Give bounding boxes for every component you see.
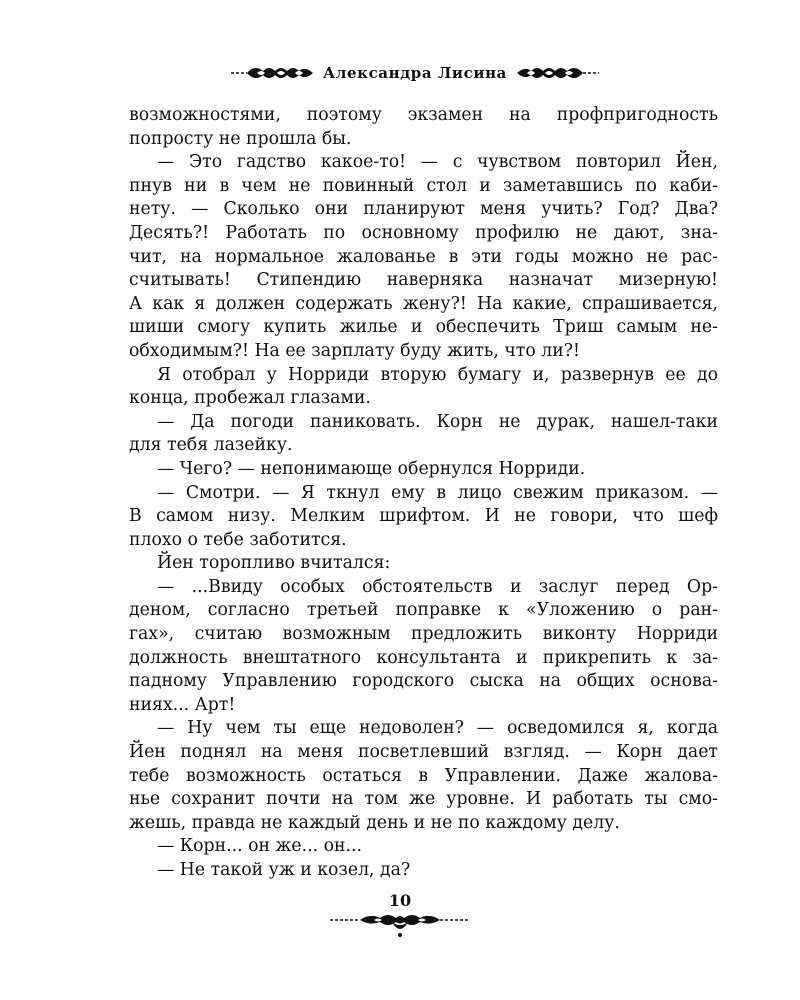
text-line: А как я должен содержать жену?! На какие, спрашивается, [129,293,718,314]
text-line: — Чего? — непонимающе обернулся Норриди. [157,458,586,479]
text-line: нету. — Сколько они планируют меня учить? Год? Два? [129,199,718,220]
text-line: Йен торопливо вчитался: [157,553,391,574]
left-header-ornament-icon [231,62,313,84]
text-line: шиши смогу купить жилье и обеспечить Триш самым не- [129,317,718,338]
text-line: считывать! Стипендию наверняка назначат мизерную! [129,270,718,291]
text-line: гах», считаю возможным предложить виконту Норриди [129,624,718,645]
running-header [230,58,600,88]
page-body-text [129,104,718,883]
text-line: В самом низу. Мелким шрифтом. И не говори, что шеф [129,506,718,527]
text-line: — Корн... он же... он... [157,836,363,857]
text-line: деном, согласно третьей поправке к «Уложению о ран- [129,600,718,621]
text-line: Я отобрал у Норриди вторую бумагу и, развернув ее до [157,364,718,385]
text-line: конца, пробежал глазами. [129,388,371,409]
text-line: — Не такой уж и козел, да? [157,860,411,880]
text-line: возможностями, поэтому экзамен на профпригодность [129,105,718,125]
text-line: — Да погоди паниковать. Корн не дурак, нашел-таки [157,411,718,432]
page-footer [330,890,470,950]
text-line: — Смотри. — Я ткнул ему в лицо свежим приказом. — [157,482,718,503]
footer-ornament-icon [330,910,470,940]
text-line: тебе возможность остаться в Управлении. Даже жалова- [129,765,718,786]
text-line: жешь, правда не каждый день и не по каждому делу. [129,812,620,833]
text-line: нье сохранит почти на том же уровне. И работать ты смо- [129,789,718,810]
text-line: для тебя лазейку. [129,435,293,456]
text-line: Десять?! Работать по основному профилю не дают, зна- [129,222,718,243]
text-line: — Ну чем ты еще недоволен? — осведомился я, когда [157,718,718,739]
text-line: — ...Ввиду особых обстоятельств и заслуг перед Ор- [157,576,718,597]
text-line: — Это гадство какое-то! — с чувством повторил Йен, [157,152,718,173]
page-number: 10 [388,891,412,910]
text-line: чит, на нормальное жалованье в эти годы можно не рас- [129,246,718,267]
right-header-ornament-icon [517,62,599,84]
text-line: падному Управлению городского сыска на общих основа- [129,671,718,692]
text-line: попросту не прошла бы. [129,128,352,149]
text-line: обходимым?! На ее зарплату буду жить, что ли?! [129,340,580,361]
text-line: Йен поднял на меня посветлевший взгляд. — Корн дает [129,742,718,763]
text-line: плохо о тебе заботится. [129,529,347,550]
book-author-title: Александра Лисина [323,64,507,82]
text-line: ниях... Арт! [129,694,236,715]
text-line: пнув ни в чем не повинный стол и заметавшись по каби- [129,175,718,196]
text-line: должность внештатного консультанта и прикрепить к за- [129,647,718,668]
